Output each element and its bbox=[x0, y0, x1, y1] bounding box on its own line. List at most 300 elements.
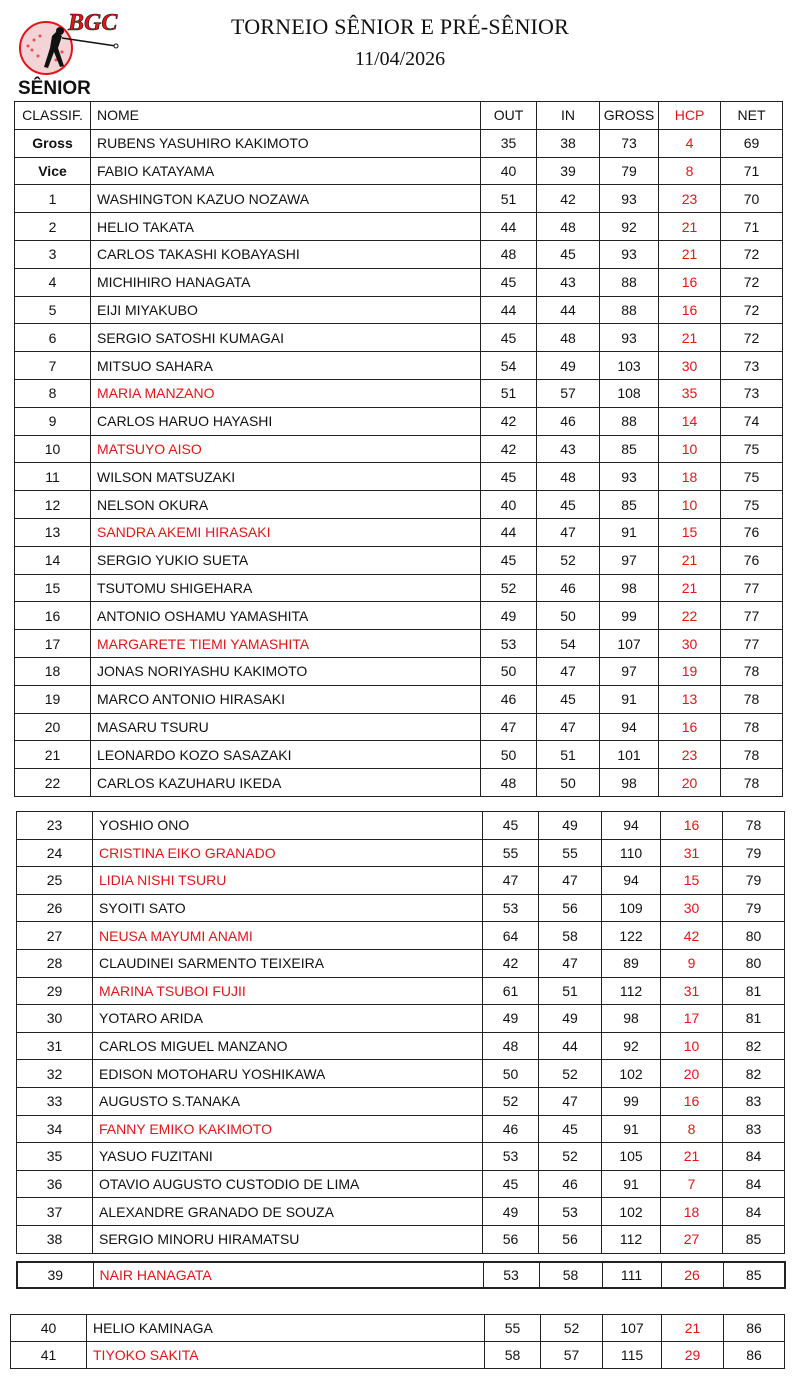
cell-gross: 112 bbox=[602, 977, 661, 1005]
cell-net: 72 bbox=[721, 296, 783, 324]
cell-out: 55 bbox=[483, 839, 539, 867]
cell-out: 45 bbox=[483, 812, 539, 840]
cell-hcp: 22 bbox=[659, 602, 721, 630]
cell-gross: 107 bbox=[603, 1315, 662, 1342]
cell-gross: 97 bbox=[600, 657, 659, 685]
cell-nome: MARGARETE TIEMI YAMASHITA bbox=[91, 630, 481, 658]
cell-classif: 11 bbox=[15, 463, 91, 491]
cell-nome: MARCO ANTONIO HIRASAKI bbox=[91, 685, 481, 713]
table-row bbox=[15, 546, 783, 574]
results-table-main bbox=[14, 101, 783, 797]
cell-gross: 102 bbox=[602, 1198, 661, 1226]
table-row bbox=[15, 463, 783, 491]
table-row bbox=[15, 268, 783, 296]
cell-nome: AUGUSTO S.TANAKA bbox=[93, 1087, 483, 1115]
cell-hcp: 20 bbox=[661, 1060, 723, 1088]
cell-out: 53 bbox=[483, 1262, 539, 1288]
cell-gross: 85 bbox=[600, 435, 659, 463]
cell-gross: 115 bbox=[603, 1342, 662, 1369]
cell-out: 52 bbox=[481, 574, 537, 602]
section-heading: SÊNIOR bbox=[18, 78, 91, 99]
cell-classif: 24 bbox=[17, 839, 93, 867]
cell-in: 48 bbox=[537, 324, 600, 352]
results-table-fourth bbox=[10, 1314, 785, 1369]
cell-in: 52 bbox=[541, 1315, 603, 1342]
cell-in: 56 bbox=[539, 894, 602, 922]
cell-in: 47 bbox=[539, 1087, 602, 1115]
cell-nome: LIDIA NISHI TSURU bbox=[93, 867, 483, 895]
cell-hcp: 18 bbox=[659, 463, 721, 491]
table-row bbox=[15, 129, 783, 157]
column-header-hcp: HCP bbox=[659, 102, 721, 130]
cell-net: 79 bbox=[723, 894, 785, 922]
cell-in: 55 bbox=[539, 839, 602, 867]
tournament-date: 11/04/2026 bbox=[354, 48, 446, 70]
cell-out: 40 bbox=[481, 491, 537, 519]
cell-in: 45 bbox=[537, 491, 600, 519]
cell-out: 47 bbox=[483, 867, 539, 895]
cell-out: 53 bbox=[481, 630, 537, 658]
cell-net: 73 bbox=[721, 352, 783, 380]
cell-nome: MARINA TSUBOI FUJII bbox=[93, 977, 483, 1005]
cell-hcp: 10 bbox=[659, 435, 721, 463]
cell-nome: NELSON OKURA bbox=[91, 491, 481, 519]
cell-gross: 94 bbox=[602, 867, 661, 895]
cell-classif: 10 bbox=[15, 435, 91, 463]
column-header-nome: NOME bbox=[91, 102, 481, 130]
cell-net: 79 bbox=[723, 839, 785, 867]
cell-gross: 98 bbox=[600, 574, 659, 602]
cell-nome: SANDRA AKEMI HIRASAKI bbox=[91, 518, 481, 546]
cell-classif: 1 bbox=[15, 185, 91, 213]
cell-in: 49 bbox=[539, 1005, 602, 1033]
cell-gross: 99 bbox=[600, 602, 659, 630]
cell-hcp: 10 bbox=[659, 491, 721, 519]
cell-classif: 15 bbox=[15, 574, 91, 602]
table-row bbox=[15, 296, 783, 324]
table-row bbox=[17, 1225, 785, 1253]
cell-classif: 28 bbox=[17, 949, 93, 977]
cell-nome: CLAUDINEI SARMENTO TEIXEIRA bbox=[93, 949, 483, 977]
cell-in: 42 bbox=[537, 185, 600, 213]
cell-gross: 99 bbox=[602, 1087, 661, 1115]
cell-out: 35 bbox=[481, 129, 537, 157]
cell-classif: 25 bbox=[17, 867, 93, 895]
cell-net: 78 bbox=[721, 685, 783, 713]
table-row bbox=[15, 769, 783, 797]
cell-classif: 31 bbox=[17, 1032, 93, 1060]
cell-gross: 122 bbox=[602, 922, 661, 950]
cell-classif: 12 bbox=[15, 491, 91, 519]
page-title: TORNEIO SÊNIOR E PRÉ-SÊNIOR bbox=[230, 14, 570, 39]
cell-out: 55 bbox=[485, 1315, 541, 1342]
cell-net: 83 bbox=[723, 1087, 785, 1115]
cell-hcp: 21 bbox=[661, 1143, 723, 1171]
table-row bbox=[15, 741, 783, 769]
cell-classif: 19 bbox=[15, 685, 91, 713]
cell-net: 73 bbox=[721, 379, 783, 407]
cell-classif: 22 bbox=[15, 769, 91, 797]
cell-out: 51 bbox=[481, 185, 537, 213]
cell-hcp: 35 bbox=[659, 379, 721, 407]
cell-nome: FANNY EMIKO KAKIMOTO bbox=[93, 1115, 483, 1143]
cell-classif: 8 bbox=[15, 379, 91, 407]
table-row bbox=[17, 1143, 785, 1171]
cell-net: 72 bbox=[721, 324, 783, 352]
cell-in: 48 bbox=[537, 213, 600, 241]
cell-net: 84 bbox=[723, 1143, 785, 1171]
cell-gross: 88 bbox=[600, 268, 659, 296]
cell-classif: 39 bbox=[17, 1262, 93, 1288]
cell-classif: 30 bbox=[17, 1005, 93, 1033]
cell-net: 85 bbox=[723, 1225, 785, 1253]
column-header-net: NET bbox=[721, 102, 783, 130]
cell-net: 72 bbox=[721, 240, 783, 268]
table-row bbox=[15, 630, 783, 658]
cell-classif: 27 bbox=[17, 922, 93, 950]
cell-classif: 26 bbox=[17, 894, 93, 922]
cell-hcp: 16 bbox=[659, 296, 721, 324]
cell-hcp: 31 bbox=[661, 839, 723, 867]
cell-nome: MARIA MANZANO bbox=[91, 379, 481, 407]
cell-hcp: 10 bbox=[661, 1032, 723, 1060]
cell-net: 80 bbox=[723, 949, 785, 977]
cell-in: 49 bbox=[537, 352, 600, 380]
cell-hcp: 31 bbox=[661, 977, 723, 1005]
cell-net: 82 bbox=[723, 1060, 785, 1088]
cell-gross: 98 bbox=[600, 769, 659, 797]
cell-out: 58 bbox=[485, 1342, 541, 1369]
cell-out: 44 bbox=[481, 296, 537, 324]
results-table-third bbox=[16, 1261, 786, 1289]
cell-hcp: 21 bbox=[659, 213, 721, 241]
cell-gross: 91 bbox=[602, 1115, 661, 1143]
table-row bbox=[17, 839, 785, 867]
table-row bbox=[17, 1170, 785, 1198]
cell-in: 47 bbox=[537, 713, 600, 741]
cell-classif: 14 bbox=[15, 546, 91, 574]
cell-out: 40 bbox=[481, 157, 537, 185]
cell-hcp: 21 bbox=[659, 574, 721, 602]
cell-out: 44 bbox=[481, 518, 537, 546]
column-header-in: IN bbox=[537, 102, 600, 130]
cell-hcp: 20 bbox=[659, 769, 721, 797]
table-row bbox=[17, 812, 785, 840]
cell-nome: NEUSA MAYUMI ANAMI bbox=[93, 922, 483, 950]
cell-hcp: 8 bbox=[661, 1115, 723, 1143]
cell-in: 58 bbox=[539, 922, 602, 950]
cell-net: 75 bbox=[721, 491, 783, 519]
cell-out: 52 bbox=[483, 1087, 539, 1115]
results-table-second bbox=[16, 811, 785, 1254]
cell-nome: MICHIHIRO HANAGATA bbox=[91, 268, 481, 296]
cell-in: 47 bbox=[537, 518, 600, 546]
cell-in: 54 bbox=[537, 630, 600, 658]
cell-out: 49 bbox=[483, 1005, 539, 1033]
cell-classif: 17 bbox=[15, 630, 91, 658]
table-row bbox=[15, 324, 783, 352]
cell-hcp: 14 bbox=[659, 407, 721, 435]
cell-out: 50 bbox=[483, 1060, 539, 1088]
table-row bbox=[17, 1115, 785, 1143]
cell-gross: 107 bbox=[600, 630, 659, 658]
cell-classif: 29 bbox=[17, 977, 93, 1005]
cell-net: 84 bbox=[723, 1170, 785, 1198]
cell-in: 51 bbox=[539, 977, 602, 1005]
cell-hcp: 23 bbox=[659, 741, 721, 769]
cell-nome: CARLOS HARUO HAYASHI bbox=[91, 407, 481, 435]
cell-nome: SERGIO MINORU HIRAMATSU bbox=[93, 1225, 483, 1253]
cell-net: 83 bbox=[723, 1115, 785, 1143]
table-row bbox=[17, 1262, 785, 1288]
cell-classif: 38 bbox=[17, 1225, 93, 1253]
cell-nome: WASHINGTON KAZUO NOZAWA bbox=[91, 185, 481, 213]
cell-gross: 73 bbox=[600, 129, 659, 157]
cell-classif: 40 bbox=[11, 1315, 87, 1342]
cell-hcp: 42 bbox=[661, 922, 723, 950]
cell-nome: SERGIO SATOSHI KUMAGAI bbox=[91, 324, 481, 352]
table-row bbox=[15, 574, 783, 602]
cell-classif: 9 bbox=[15, 407, 91, 435]
cell-net: 78 bbox=[721, 713, 783, 741]
cell-in: 44 bbox=[537, 296, 600, 324]
cell-net: 78 bbox=[721, 657, 783, 685]
cell-classif: 3 bbox=[15, 240, 91, 268]
cell-in: 53 bbox=[539, 1198, 602, 1226]
cell-hcp: 16 bbox=[659, 268, 721, 296]
table-row bbox=[15, 685, 783, 713]
cell-hcp: 17 bbox=[661, 1005, 723, 1033]
cell-nome: YOSHIO ONO bbox=[93, 812, 483, 840]
table-row bbox=[15, 602, 783, 630]
table-row bbox=[17, 977, 785, 1005]
cell-gross: 94 bbox=[600, 713, 659, 741]
cell-classif: Gross bbox=[15, 129, 91, 157]
cell-hcp: 23 bbox=[659, 185, 721, 213]
cell-out: 48 bbox=[481, 240, 537, 268]
cell-net: 85 bbox=[723, 1262, 785, 1288]
cell-out: 42 bbox=[483, 949, 539, 977]
table-row bbox=[11, 1342, 785, 1369]
cell-nome: JONAS NORIYASHU KAKIMOTO bbox=[91, 657, 481, 685]
cell-net: 76 bbox=[721, 518, 783, 546]
column-header-gross: GROSS bbox=[600, 102, 659, 130]
cell-in: 44 bbox=[539, 1032, 602, 1060]
cell-hcp: 8 bbox=[659, 157, 721, 185]
cell-in: 47 bbox=[539, 867, 602, 895]
cell-out: 42 bbox=[481, 407, 537, 435]
cell-nome: ANTONIO OSHAMU YAMASHITA bbox=[91, 602, 481, 630]
cell-nome: MITSUO SAHARA bbox=[91, 352, 481, 380]
cell-nome: WILSON MATSUZAKI bbox=[91, 463, 481, 491]
cell-in: 50 bbox=[537, 769, 600, 797]
cell-net: 86 bbox=[724, 1342, 785, 1369]
cell-net: 80 bbox=[723, 922, 785, 950]
cell-hcp: 29 bbox=[662, 1342, 724, 1369]
table-row bbox=[11, 1315, 785, 1342]
cell-net: 81 bbox=[723, 1005, 785, 1033]
cell-gross: 103 bbox=[600, 352, 659, 380]
cell-hcp: 21 bbox=[659, 546, 721, 574]
cell-net: 79 bbox=[723, 867, 785, 895]
cell-gross: 112 bbox=[602, 1225, 661, 1253]
cell-gross: 93 bbox=[600, 240, 659, 268]
cell-hcp: 18 bbox=[661, 1198, 723, 1226]
cell-net: 78 bbox=[721, 769, 783, 797]
cell-in: 58 bbox=[539, 1262, 602, 1288]
cell-gross: 91 bbox=[602, 1170, 661, 1198]
cell-net: 72 bbox=[721, 268, 783, 296]
cell-in: 45 bbox=[537, 685, 600, 713]
table-row bbox=[17, 1198, 785, 1226]
table-row bbox=[17, 1087, 785, 1115]
cell-net: 77 bbox=[721, 574, 783, 602]
cell-in: 47 bbox=[539, 949, 602, 977]
cell-net: 81 bbox=[723, 977, 785, 1005]
cell-out: 61 bbox=[483, 977, 539, 1005]
cell-classif: 21 bbox=[15, 741, 91, 769]
cell-classif: 13 bbox=[15, 518, 91, 546]
table-row bbox=[15, 240, 783, 268]
cell-hcp: 15 bbox=[661, 867, 723, 895]
cell-in: 43 bbox=[537, 268, 600, 296]
cell-classif: 36 bbox=[17, 1170, 93, 1198]
cell-classif: 16 bbox=[15, 602, 91, 630]
cell-gross: 89 bbox=[602, 949, 661, 977]
cell-net: 75 bbox=[721, 435, 783, 463]
cell-net: 71 bbox=[721, 157, 783, 185]
cell-net: 69 bbox=[721, 129, 783, 157]
table-row bbox=[15, 657, 783, 685]
cell-in: 52 bbox=[539, 1060, 602, 1088]
cell-net: 70 bbox=[721, 185, 783, 213]
cell-gross: 110 bbox=[602, 839, 661, 867]
cell-hcp: 19 bbox=[659, 657, 721, 685]
cell-classif: 23 bbox=[17, 812, 93, 840]
cell-gross: 93 bbox=[600, 324, 659, 352]
cell-gross: 111 bbox=[602, 1262, 661, 1288]
table-row bbox=[15, 713, 783, 741]
cell-out: 49 bbox=[483, 1198, 539, 1226]
cell-nome: SYOITI SATO bbox=[93, 894, 483, 922]
cell-hcp: 4 bbox=[659, 129, 721, 157]
cell-in: 38 bbox=[537, 129, 600, 157]
cell-gross: 98 bbox=[602, 1005, 661, 1033]
table-row bbox=[17, 1060, 785, 1088]
cell-out: 47 bbox=[481, 713, 537, 741]
cell-in: 45 bbox=[539, 1115, 602, 1143]
cell-classif: 37 bbox=[17, 1198, 93, 1226]
cell-gross: 88 bbox=[600, 296, 659, 324]
cell-out: 49 bbox=[481, 602, 537, 630]
cell-gross: 97 bbox=[600, 546, 659, 574]
cell-in: 39 bbox=[537, 157, 600, 185]
cell-out: 64 bbox=[483, 922, 539, 950]
table-row bbox=[17, 867, 785, 895]
cell-classif: 33 bbox=[17, 1087, 93, 1115]
cell-out: 44 bbox=[481, 213, 537, 241]
cell-hcp: 30 bbox=[661, 894, 723, 922]
cell-in: 51 bbox=[537, 741, 600, 769]
cell-hcp: 16 bbox=[659, 713, 721, 741]
cell-out: 53 bbox=[483, 1143, 539, 1171]
table-header-row bbox=[15, 102, 783, 130]
cell-net: 77 bbox=[721, 602, 783, 630]
table-row bbox=[15, 379, 783, 407]
cell-out: 51 bbox=[481, 379, 537, 407]
cell-out: 45 bbox=[481, 324, 537, 352]
cell-hcp: 13 bbox=[659, 685, 721, 713]
cell-classif: 6 bbox=[15, 324, 91, 352]
table-row bbox=[17, 949, 785, 977]
cell-net: 86 bbox=[724, 1315, 785, 1342]
cell-gross: 85 bbox=[600, 491, 659, 519]
cell-hcp: 21 bbox=[659, 324, 721, 352]
table-row bbox=[15, 435, 783, 463]
cell-hcp: 16 bbox=[661, 1087, 723, 1115]
table-row bbox=[15, 157, 783, 185]
cell-in: 52 bbox=[539, 1143, 602, 1171]
cell-nome: RUBENS YASUHIRO KAKIMOTO bbox=[91, 129, 481, 157]
cell-classif: 4 bbox=[15, 268, 91, 296]
table-row bbox=[15, 213, 783, 241]
cell-classif: 34 bbox=[17, 1115, 93, 1143]
cell-gross: 105 bbox=[602, 1143, 661, 1171]
cell-nome: HELIO TAKATA bbox=[91, 213, 481, 241]
cell-out: 45 bbox=[481, 546, 537, 574]
table-row bbox=[17, 1005, 785, 1033]
cell-nome: EDISON MOTOHARU YOSHIKAWA bbox=[93, 1060, 483, 1088]
cell-nome: LEONARDO KOZO SASAZAKI bbox=[91, 741, 481, 769]
cell-net: 78 bbox=[721, 741, 783, 769]
cell-out: 45 bbox=[483, 1170, 539, 1198]
cell-hcp: 9 bbox=[661, 949, 723, 977]
cell-hcp: 30 bbox=[659, 352, 721, 380]
table-row bbox=[15, 185, 783, 213]
cell-hcp: 16 bbox=[661, 812, 723, 840]
cell-in: 46 bbox=[537, 407, 600, 435]
cell-out: 50 bbox=[481, 657, 537, 685]
cell-classif: 20 bbox=[15, 713, 91, 741]
cell-net: 71 bbox=[721, 213, 783, 241]
cell-gross: 101 bbox=[600, 741, 659, 769]
cell-in: 43 bbox=[537, 435, 600, 463]
cell-gross: 108 bbox=[600, 379, 659, 407]
cell-in: 45 bbox=[537, 240, 600, 268]
cell-out: 42 bbox=[481, 435, 537, 463]
cell-in: 50 bbox=[537, 602, 600, 630]
cell-net: 75 bbox=[721, 463, 783, 491]
cell-out: 54 bbox=[481, 352, 537, 380]
cell-hcp: 7 bbox=[661, 1170, 723, 1198]
column-header-classif: CLASSIF. bbox=[15, 102, 91, 130]
cell-out: 53 bbox=[483, 894, 539, 922]
cell-gross: 88 bbox=[600, 407, 659, 435]
cell-nome: CARLOS TAKASHI KOBAYASHI bbox=[91, 240, 481, 268]
cell-gross: 91 bbox=[600, 518, 659, 546]
cell-in: 57 bbox=[537, 379, 600, 407]
cell-hcp: 30 bbox=[659, 630, 721, 658]
cell-gross: 91 bbox=[600, 685, 659, 713]
cell-net: 82 bbox=[723, 1032, 785, 1060]
cell-out: 50 bbox=[481, 741, 537, 769]
cell-out: 46 bbox=[481, 685, 537, 713]
table-row bbox=[17, 922, 785, 950]
cell-hcp: 27 bbox=[661, 1225, 723, 1253]
cell-nome: HELIO KAMINAGA bbox=[87, 1315, 485, 1342]
cell-nome: FABIO KATAYAMA bbox=[91, 157, 481, 185]
cell-classif: 7 bbox=[15, 352, 91, 380]
